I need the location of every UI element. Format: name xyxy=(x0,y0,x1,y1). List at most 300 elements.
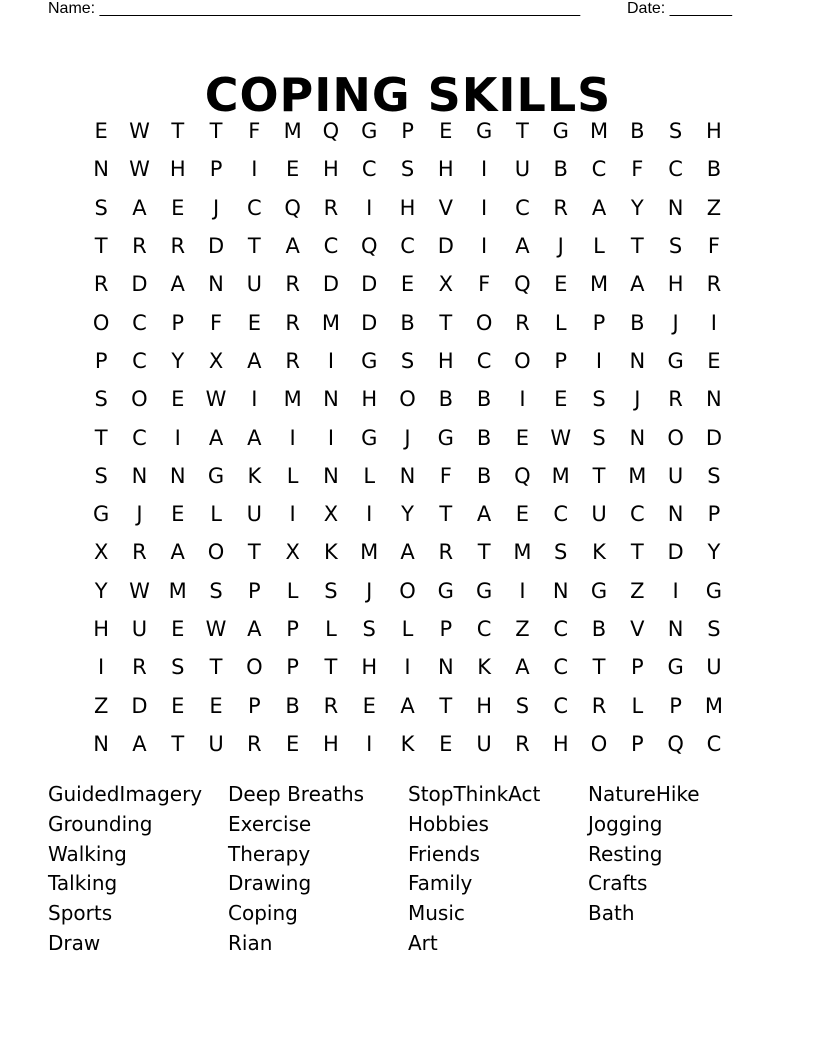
grid-cell: Y xyxy=(630,195,644,220)
grid-cell: T xyxy=(592,655,606,680)
grid-cell: A xyxy=(400,540,415,565)
grid-cell: A xyxy=(247,348,262,373)
grid-cell: T xyxy=(324,655,338,680)
grid-cell: Z xyxy=(630,578,645,603)
word-list-item: Deep Breaths xyxy=(228,782,365,806)
grid-cell: A xyxy=(476,502,492,527)
grid-cell: R xyxy=(553,195,568,220)
word-list-item: Draw xyxy=(48,930,101,955)
grid-cell: T xyxy=(209,119,223,144)
grid-cell: O xyxy=(667,425,684,450)
grid-cell: B xyxy=(476,463,492,488)
grid-cell: U xyxy=(514,157,531,182)
grid-cell: P xyxy=(248,693,261,718)
grid-cell: S xyxy=(94,195,108,220)
grid-cell: M xyxy=(628,463,647,488)
grid-cell: O xyxy=(399,578,416,603)
grid-cell: P xyxy=(630,655,644,680)
grid-cell: T xyxy=(439,502,453,527)
grid-cell: D xyxy=(207,234,225,259)
grid-cell: C xyxy=(476,348,492,373)
grid-cell: X xyxy=(438,272,454,297)
grid-cell: C xyxy=(132,425,147,450)
grid-cell: O xyxy=(207,540,225,565)
grid-cell: R xyxy=(668,387,683,412)
grid-cell: A xyxy=(515,234,530,259)
grid-cell: M xyxy=(551,463,570,488)
grid-cell: K xyxy=(247,463,262,488)
grid-cell: H xyxy=(706,119,722,144)
grid-cell: H xyxy=(437,348,454,373)
grid-cell: N xyxy=(667,195,684,220)
grid-cell: C xyxy=(323,234,339,259)
grid-cell: J xyxy=(404,425,411,450)
grid-cell: G xyxy=(207,463,225,488)
word-list xyxy=(48,780,768,959)
grid-cell: S xyxy=(515,693,530,718)
grid-cell: F xyxy=(248,119,261,144)
grid-cell: O xyxy=(246,655,263,680)
grid-cell: I xyxy=(519,387,526,412)
grid-cell: W xyxy=(129,119,150,144)
grid-cell: I xyxy=(481,195,488,220)
grid-cell: C xyxy=(553,502,569,527)
grid-cell: N xyxy=(667,502,684,527)
grid-cell: N xyxy=(208,272,224,297)
grid-cell: T xyxy=(516,119,529,144)
word-list-item: Crafts xyxy=(588,871,648,896)
grid-cell: E xyxy=(171,693,185,718)
grid-cell: W xyxy=(129,157,150,182)
grid-cell: L xyxy=(593,234,605,259)
grid-cell: C xyxy=(706,731,722,756)
grid-cell: E xyxy=(171,195,185,220)
grid-cell: P xyxy=(286,617,299,641)
page-title: COPING SKILLS xyxy=(204,67,612,122)
grid-cell: T xyxy=(630,540,644,565)
word-list-item: Bath xyxy=(588,901,635,926)
grid-cell: F xyxy=(707,234,720,259)
grid-cell: B xyxy=(630,310,645,335)
grid-cell: A xyxy=(515,655,530,680)
grid-cell: C xyxy=(668,157,683,182)
grid-cell: F xyxy=(478,272,491,297)
grid-cell: C xyxy=(361,157,377,182)
grid-cell: T xyxy=(209,655,223,680)
grid-cell: T xyxy=(247,234,261,259)
grid-cell: S xyxy=(324,578,338,603)
grid-cell: V xyxy=(630,617,645,641)
grid-cell: O xyxy=(475,310,493,335)
grid-cell: Y xyxy=(707,540,721,565)
grid-cell: W xyxy=(205,617,227,641)
grid-cell: J xyxy=(672,310,679,335)
grid-cell: R xyxy=(515,731,530,756)
grid-cell: J xyxy=(212,195,220,220)
grid-cell: D xyxy=(437,234,454,259)
grid-cell: E xyxy=(362,693,376,718)
grid-cell: M xyxy=(589,119,609,144)
grid-cell: X xyxy=(208,348,224,373)
grid-cell: Y xyxy=(171,348,185,373)
grid-cell: T xyxy=(171,731,185,756)
grid-cell: Y xyxy=(94,578,108,603)
grid-cell: E xyxy=(554,387,568,412)
grid-cell: P xyxy=(248,578,261,603)
grid-cell: M xyxy=(513,540,532,565)
grid-cell: S xyxy=(171,655,185,680)
grid-cell: P xyxy=(592,310,606,335)
grid-cell: U xyxy=(591,502,607,527)
grid-cell: M xyxy=(283,119,302,144)
grid-cell: G xyxy=(705,578,723,603)
grid-cell: E xyxy=(171,617,185,641)
grid-cell: I xyxy=(251,387,258,412)
grid-cell: R xyxy=(438,540,454,565)
grid-cell: R xyxy=(132,540,147,565)
grid-cell: D xyxy=(705,425,722,450)
grid-cell: S xyxy=(668,119,683,144)
grid-cell: A xyxy=(285,234,300,259)
grid-cell: E xyxy=(285,731,300,756)
grid-cell: R xyxy=(285,348,300,373)
grid-cell: G xyxy=(475,578,493,603)
grid-cell: G xyxy=(552,119,569,144)
grid-cell: P xyxy=(94,348,108,373)
grid-cell: G xyxy=(361,119,378,144)
grid-cell: S xyxy=(209,578,223,603)
grid-cell: P xyxy=(630,731,644,756)
grid-cell: R xyxy=(285,272,300,297)
grid-cell: E xyxy=(171,502,185,527)
grid-cell: G xyxy=(667,655,684,680)
grid-cell: U xyxy=(208,731,224,756)
grid-cell: G xyxy=(361,348,378,373)
grid-cell: G xyxy=(590,578,608,603)
grid-cell: Q xyxy=(322,119,340,144)
grid-cell: S xyxy=(707,617,721,641)
grid-cell: C xyxy=(591,157,607,182)
grid-cell: N xyxy=(131,463,148,488)
grid-cell: P xyxy=(171,310,185,335)
grid-cell: P xyxy=(669,693,682,718)
grid-cell: T xyxy=(477,540,491,565)
grid-cell: P xyxy=(401,119,414,144)
grid-cell: E xyxy=(515,425,530,450)
grid-cell: N xyxy=(93,157,109,182)
grid-cell: A xyxy=(170,540,185,565)
grid-cell: K xyxy=(592,540,606,565)
grid-cell: K xyxy=(324,540,338,565)
grid-cell: Q xyxy=(667,731,684,756)
grid-cell: R xyxy=(93,272,109,297)
grid-cell: H xyxy=(437,157,454,182)
grid-cell: T xyxy=(171,119,185,144)
grid-cell: O xyxy=(131,387,148,412)
word-list-item: Exercise xyxy=(228,811,312,836)
grid-cell: E xyxy=(515,502,530,527)
word-list-item: Drawing xyxy=(228,871,312,896)
grid-cell: U xyxy=(246,272,263,297)
grid-cell: P xyxy=(707,502,721,527)
grid-cell: N xyxy=(552,578,569,603)
grid-cell: S xyxy=(94,387,108,412)
grid-cell: B xyxy=(553,157,568,182)
grid-cell: B xyxy=(476,425,492,450)
grid-cell: Q xyxy=(284,195,301,220)
grid-cell: B xyxy=(438,387,454,412)
grid-cell: S xyxy=(400,157,415,182)
grid-cell: I xyxy=(327,348,335,373)
grid-cell: T xyxy=(592,463,606,488)
grid-cell: C xyxy=(247,195,262,220)
grid-cell: A xyxy=(132,731,147,756)
grid-cell: K xyxy=(477,655,491,680)
grid-cell: Q xyxy=(514,272,531,297)
grid-cell: H xyxy=(361,655,378,680)
grid-cell: I xyxy=(481,234,488,259)
grid-cell: Y xyxy=(401,502,414,527)
grid-cell: X xyxy=(323,502,339,527)
grid-cell: P xyxy=(554,348,568,373)
grid-cell: C xyxy=(553,617,569,641)
grid-cell: I xyxy=(595,348,603,373)
grid-cell: I xyxy=(481,157,488,182)
word-list-item: Art xyxy=(408,930,438,955)
grid-cell: N xyxy=(323,387,339,412)
grid-cell: E xyxy=(285,157,300,182)
grid-cell: I xyxy=(404,655,411,680)
grid-cell: W xyxy=(550,425,572,450)
grid-cell: E xyxy=(400,272,415,297)
grid-cell: C xyxy=(132,310,147,335)
grid-cell: I xyxy=(366,731,373,756)
grid-cell: R xyxy=(323,693,339,718)
grid-cell: O xyxy=(514,348,531,373)
grid-cell: U xyxy=(667,463,684,488)
grid-cell: J xyxy=(366,578,373,603)
grid-cell: W xyxy=(129,578,150,603)
grid-cell: K xyxy=(400,731,415,756)
grid-cell: A xyxy=(132,195,147,220)
grid-cell: M xyxy=(283,387,302,412)
grid-cell: I xyxy=(327,425,335,450)
grid-cell: H xyxy=(169,157,186,182)
grid-cell: R xyxy=(132,655,147,680)
grid-cell: H xyxy=(93,617,110,641)
grid-cell: B xyxy=(630,119,645,144)
letter-grid xyxy=(82,112,733,763)
grid-cell: R xyxy=(323,195,339,220)
grid-cell: B xyxy=(285,693,300,718)
grid-cell: H xyxy=(361,387,378,412)
grid-cell: C xyxy=(515,195,530,220)
grid-cell: X xyxy=(285,540,300,565)
grid-cell: A xyxy=(400,693,415,718)
word-list-item: Grounding xyxy=(48,811,153,836)
grid-cell: R xyxy=(247,731,262,756)
grid-cell: R xyxy=(285,310,300,335)
grid-cell: C xyxy=(553,655,569,680)
grid-cell: H xyxy=(323,157,339,182)
grid-cell: A xyxy=(170,272,185,297)
grid-cell: S xyxy=(400,348,415,373)
grid-cell: H xyxy=(667,272,684,297)
grid-cell: L xyxy=(363,463,376,488)
word-list-item: StopThinkAct xyxy=(408,782,541,806)
grid-cell: D xyxy=(131,272,148,297)
grid-cell: R xyxy=(591,693,607,718)
grid-cell: N xyxy=(629,348,646,373)
grid-cell: I xyxy=(366,502,373,527)
word-list-item: Jogging xyxy=(588,811,663,836)
grid-cell: A xyxy=(591,195,607,220)
grid-cell: G xyxy=(475,119,493,144)
grid-cell: A xyxy=(208,425,224,450)
grid-cell: E xyxy=(554,272,568,297)
grid-cell: D xyxy=(361,310,378,335)
grid-cell: B xyxy=(400,310,415,335)
grid-cell: E xyxy=(209,693,223,718)
word-list-item: Friends xyxy=(408,841,480,866)
grid-cell: I xyxy=(98,655,105,680)
grid-cell: G xyxy=(667,348,684,373)
grid-cell: F xyxy=(631,157,644,182)
grid-cell: R xyxy=(170,234,186,259)
grid-cell: N xyxy=(93,731,109,756)
grid-cell: H xyxy=(323,731,339,756)
grid-cell: I xyxy=(710,310,717,335)
date-field-line: Date: _______ xyxy=(627,0,732,17)
grid-cell: C xyxy=(400,234,415,259)
grid-cell: P xyxy=(286,655,299,680)
grid-cell: J xyxy=(557,234,564,259)
grid-cell: E xyxy=(707,348,721,373)
grid-cell: L xyxy=(286,463,299,488)
grid-cell: S xyxy=(554,540,568,565)
word-list-item: NatureHike xyxy=(588,782,700,806)
grid-cell: N xyxy=(629,425,646,450)
grid-cell: G xyxy=(437,578,454,603)
grid-cell: N xyxy=(323,463,339,488)
grid-cell: T xyxy=(94,234,108,259)
grid-cell: I xyxy=(672,578,679,603)
grid-cell: E xyxy=(247,310,261,335)
grid-cell: N xyxy=(169,463,186,488)
grid-cell: V xyxy=(438,195,453,220)
grid-cell: B xyxy=(591,617,607,641)
word-list-item: GuidedImagery xyxy=(48,782,203,806)
grid-cell: M xyxy=(589,272,609,297)
grid-cell: R xyxy=(132,234,147,259)
grid-cell: G xyxy=(361,425,378,450)
grid-cell: S xyxy=(668,234,683,259)
grid-cell: Q xyxy=(514,463,531,488)
grid-cell: E xyxy=(94,119,108,144)
grid-cell: N xyxy=(399,463,416,488)
grid-cell: N xyxy=(667,617,684,641)
name-field-line: Name: ______________________________________________________ xyxy=(48,0,581,17)
grid-cell: H xyxy=(476,693,493,718)
grid-cell: I xyxy=(251,157,258,182)
grid-cell: R xyxy=(706,272,722,297)
word-list-item: Hobbies xyxy=(408,811,489,836)
grid-cell: H xyxy=(399,195,416,220)
grid-cell: T xyxy=(247,540,261,565)
grid-cell: G xyxy=(93,502,110,527)
grid-cell: T xyxy=(94,425,108,450)
grid-cell: F xyxy=(439,463,452,488)
word-list-item: Family xyxy=(408,871,473,896)
grid-cell: L xyxy=(401,617,414,641)
grid-cell: T xyxy=(439,693,453,718)
grid-cell: M xyxy=(168,578,187,603)
word-list-item: Sports xyxy=(48,901,113,926)
grid-cell: L xyxy=(210,502,222,527)
grid-cell: D xyxy=(131,693,148,718)
grid-cell: Z xyxy=(515,617,530,641)
grid-cell: Z xyxy=(93,693,109,718)
grid-cell: G xyxy=(437,425,454,450)
grid-cell: O xyxy=(92,310,110,335)
word-list-item: Music xyxy=(408,901,465,926)
grid-cell: Q xyxy=(360,234,378,259)
grid-cell: P xyxy=(209,157,223,182)
grid-cell: E xyxy=(439,731,453,756)
grid-cell: R xyxy=(515,310,530,335)
grid-cell: W xyxy=(205,387,227,412)
grid-cell: B xyxy=(706,157,722,182)
grid-cell: B xyxy=(476,387,492,412)
grid-cell: X xyxy=(93,540,109,565)
grid-cell: P xyxy=(439,617,453,641)
grid-cell: S xyxy=(94,463,108,488)
grid-cell: S xyxy=(592,387,606,412)
grid-cell: J xyxy=(136,502,143,527)
grid-cell: I xyxy=(289,425,296,450)
grid-cell: C xyxy=(132,348,147,373)
word-list-item: Walking xyxy=(48,841,127,866)
grid-cell: I xyxy=(289,502,296,527)
word-list-item: Therapy xyxy=(228,841,311,866)
grid-cell: L xyxy=(554,310,567,335)
grid-cell: T xyxy=(439,310,453,335)
word-list-item: Coping xyxy=(228,901,298,926)
grid-cell: U xyxy=(246,502,263,527)
grid-cell: U xyxy=(706,655,722,680)
grid-cell: J xyxy=(634,387,641,412)
grid-cell: C xyxy=(553,693,569,718)
grid-cell: D xyxy=(361,272,378,297)
grid-cell: A xyxy=(630,272,645,297)
grid-cell: N xyxy=(437,655,454,680)
grid-cell: I xyxy=(174,425,181,450)
grid-cell: S xyxy=(707,463,721,488)
grid-cell: D xyxy=(322,272,340,297)
grid-cell: L xyxy=(286,578,299,603)
word-list-item: Talking xyxy=(48,871,118,896)
grid-cell: N xyxy=(706,387,722,412)
grid-cell: I xyxy=(366,195,373,220)
grid-cell: S xyxy=(362,617,376,641)
grid-cell: S xyxy=(592,425,606,450)
grid-cell: A xyxy=(247,425,262,450)
grid-cell: M xyxy=(321,310,340,335)
grid-cell: I xyxy=(519,578,526,603)
grid-cell: L xyxy=(631,693,644,718)
grid-cell: T xyxy=(630,234,644,259)
grid-cell: E xyxy=(171,387,185,412)
